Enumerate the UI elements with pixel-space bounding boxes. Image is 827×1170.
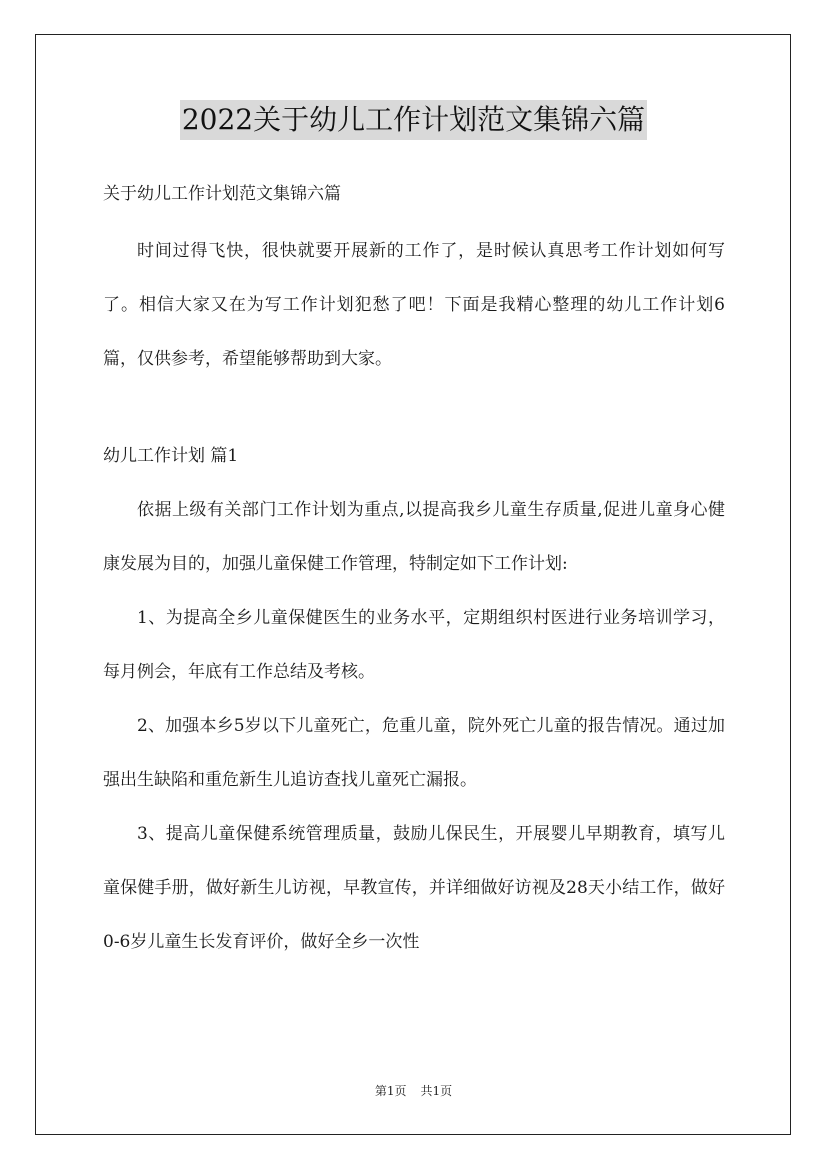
title-container (0, 100, 827, 140)
page-total: 共1页 (420, 1084, 453, 1098)
intro-paragraph: 时间过得飞快，很快就要开展新的工作了，是时候认真思考工作计划如何写了。相信大家又在为写工作计划犯愁了吧！下面是我精心整理的幼儿工作计划6篇，仅供参考，希望能够帮助到大家。 (103, 241, 725, 369)
page-number: 第1页 (374, 1084, 407, 1098)
document-title: 2022关于幼儿工作计划范文集锦六篇 (180, 100, 647, 140)
page-footer (0, 1082, 827, 1099)
section-heading: 幼儿工作计划 篇1 (103, 446, 239, 466)
document-body (103, 176, 725, 969)
body-paragraph-4: 3、提高儿童保健系统管理质量，鼓励儿保民生，开展婴儿早期教育，填写儿童保健手册，做好新生儿访视，早教宣传，并详细做好访视及28天小结工作，做好0-6岁儿童生长发育评价，做好全乡一次性 (103, 824, 725, 952)
body-paragraph-2: 1、为提高全乡儿童保健医生的业务水平，定期组织村医进行业务培训学习，每月例会，年底有工作总结及考核。 (103, 608, 725, 682)
document-subtitle: 关于幼儿工作计划范文集锦六篇 (103, 184, 341, 204)
body-paragraph-1: 依据上级有关部门工作计划为重点,以提高我乡儿童生存质量,促进儿童身心健康发展为目的，加强儿童保健工作管理，特制定如下工作计划: (103, 500, 725, 574)
body-paragraph-3: 2、加强本乡5岁以下儿童死亡，危重儿童，院外死亡儿童的报告情况。通过加强出生缺陷和重危新生儿追访查找儿童死亡漏报。 (103, 716, 725, 790)
